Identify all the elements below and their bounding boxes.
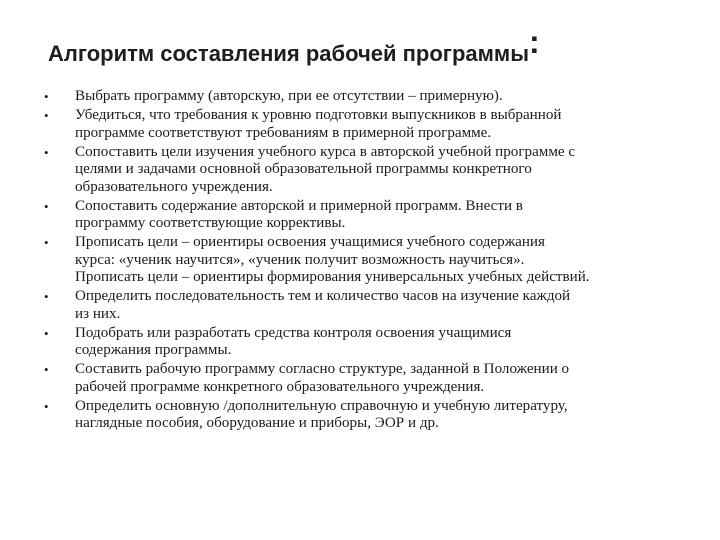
bullet-text: Сопоставить цели изучения учебного курса в авторской учебной программе с целями и задачами основной образовательной программы конкретного образовательного учреждения. [75, 143, 576, 195]
bullet-icon: • [44, 325, 49, 341]
bullet-list [44, 88, 694, 434]
bullet-text: Определить основную /дополнительную справочную и учебную литературу, наглядные пособия, оборудование и приборы, ЭОР и др. [75, 397, 568, 431]
bullet-icon: • [44, 108, 49, 123]
bullet-icon: • [44, 235, 49, 250]
bullet-text: Подобрать или разработать средства контроля освоения учащимися содержания программы. [75, 324, 512, 358]
list-item [44, 361, 694, 396]
bullet-icon: • [44, 144, 49, 160]
list-item [44, 88, 694, 106]
slide-title-text: Алгоритм составления рабочей программы [48, 41, 529, 66]
list-item [44, 398, 694, 433]
bullet-text: Сопоставить содержание авторской и примерной программ. Внести в программу соответствующие коррективы. [75, 197, 523, 231]
bullet-icon: • [44, 289, 49, 304]
bullet-icon: • [44, 89, 49, 104]
list-item [44, 288, 694, 323]
list-item [44, 107, 694, 142]
slide-title [48, 24, 688, 74]
bullet-icon: • [44, 198, 49, 214]
bullet-text: Определить последовательность тем и количество часов на изучение каждой из них. [75, 288, 571, 322]
list-item [44, 325, 694, 360]
bullet-icon: • [44, 362, 49, 377]
list-item [44, 234, 694, 287]
slide-title-colon: : [528, 24, 540, 60]
bullet-text: Выбрать программу (авторскую, при ее отсутствии – примерную). [75, 88, 503, 104]
bullet-text: Составить рабочую программу согласно структуре, заданной в Положении о рабочей программе конкретного образовательного учреждения. [75, 361, 570, 395]
list-item [44, 144, 694, 197]
list-item [44, 198, 694, 233]
bullet-icon: • [44, 398, 49, 414]
bullet-text: Убедиться, что требования к уровню подготовки выпускников в выбранной программе соответствуют требованиям в примерной программе. [75, 107, 562, 141]
bullet-text: Прописать цели – ориентиры освоения учащимися учебного содержания курса: «ученик научится», «ученик получит возможность научиться». Прописать цели – ориентиры формирования универсальных учебных действий. [75, 234, 590, 285]
